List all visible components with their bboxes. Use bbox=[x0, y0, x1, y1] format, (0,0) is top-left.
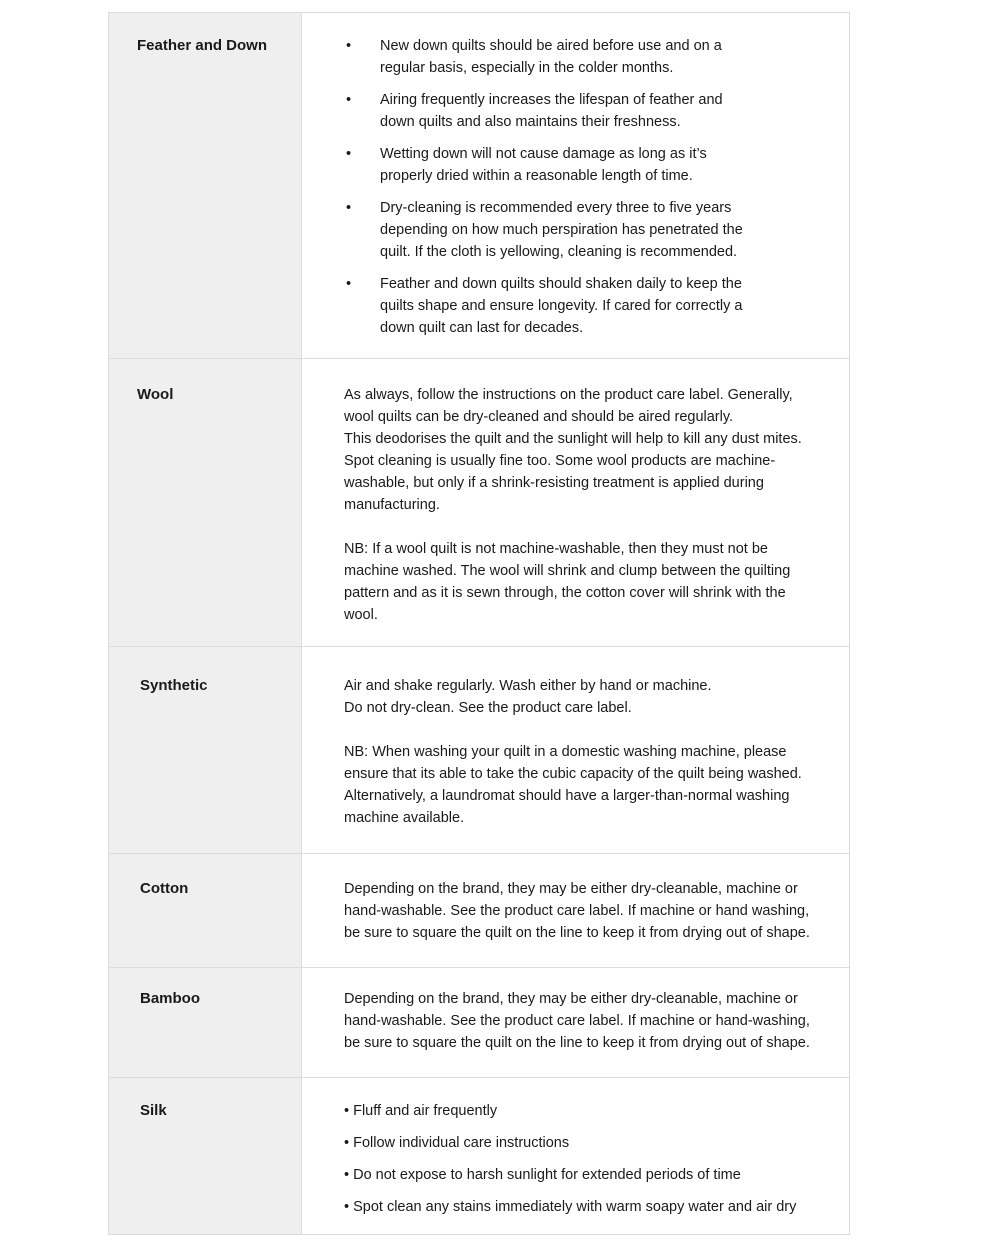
label-cell bbox=[109, 854, 302, 967]
label-cell bbox=[109, 968, 302, 1077]
label-cell bbox=[109, 13, 302, 358]
content-cell bbox=[302, 13, 849, 358]
list-item: • Follow individual care instructions bbox=[344, 1135, 570, 1151]
list-item: • Fluff and air frequently bbox=[344, 1103, 498, 1119]
label-cell bbox=[109, 647, 302, 853]
row-label-feather-and-down: Feather and Down bbox=[137, 37, 268, 54]
table-row-bamboo bbox=[109, 968, 849, 1078]
content-cell bbox=[302, 359, 849, 646]
feather-care-list bbox=[346, 35, 746, 349]
table-row-wool bbox=[109, 359, 849, 647]
row-label-bamboo: Bamboo bbox=[140, 990, 200, 1007]
wool-care-text: As always, follow the instructions on the product care label. Generally, wool quilts can be dry-cleaned and should be aired regularly. This deodorises the quilt and the sunlight will help to kill any dust mites. Spot cleaning is usually fine too. Some wool products are machine-washable, but only if a shrink-resisting treatment is applied during manufacturing. NB: If a wool quilt is not machine-washable, then they must not be machine washed. The wool will shrink and clump between the quilting pattern and as it is sewn through, the cotton cover will shrink with the wool. bbox=[344, 387, 802, 623]
bullet-icon: • bbox=[346, 146, 352, 162]
label-cell bbox=[109, 1078, 302, 1234]
table-row-synthetic bbox=[109, 647, 849, 854]
care-table bbox=[108, 12, 850, 1235]
table-row-cotton bbox=[109, 854, 849, 968]
list-item: • Dry-cleaning is recommended every three to five years depending on how much perspiration has penetrated the quilt. If the cloth is yellowing, cleaning is recommended. bbox=[346, 197, 746, 263]
row-label-silk: Silk bbox=[140, 1102, 167, 1119]
table-row-silk bbox=[109, 1078, 849, 1234]
content-cell bbox=[302, 1078, 849, 1234]
list-item: • Spot clean any stains immediately with warm soapy water and air dry bbox=[344, 1199, 797, 1215]
table-row-feather-and-down bbox=[109, 13, 849, 359]
label-cell bbox=[109, 359, 302, 646]
row-label-wool: Wool bbox=[137, 386, 174, 403]
bullet-icon: • bbox=[346, 92, 352, 108]
bullet-icon: • bbox=[346, 200, 352, 216]
row-label-cotton: Cotton bbox=[140, 880, 189, 897]
row-label-synthetic: Synthetic bbox=[140, 677, 208, 694]
synthetic-care-text: Air and shake regularly. Wash either by hand or machine. Do not dry-clean. See the product care label. NB: When washing your quilt in a domestic washing machine, please ensure that its able to take the cubic capacity of the quilt being washed. Alternatively, a laundromat should have a larger-than-normal washing machine available. bbox=[344, 678, 802, 826]
list-item: • Feather and down quilts should shaken daily to keep the quilts shape and ensure longevity. If cared for correctly a down quilt can last for decades. bbox=[346, 273, 746, 339]
content-cell bbox=[302, 647, 849, 853]
cotton-care-text: Depending on the brand, they may be either dry-cleanable, machine or hand-washable. See the product care label. If machine or hand washing, be sure to square the quilt on the line to keep it from drying out of shape. bbox=[344, 881, 810, 941]
list-item: • Do not expose to harsh sunlight for extended periods of time bbox=[344, 1167, 741, 1183]
content-cell bbox=[302, 968, 849, 1077]
list-item: • New down quilts should be aired before use and on a regular basis, especially in the colder months. bbox=[346, 35, 746, 79]
bullet-icon: • bbox=[346, 38, 352, 54]
bullet-icon: • bbox=[346, 276, 352, 292]
list-item: • Wetting down will not cause damage as long as it’s properly dried within a reasonable length of time. bbox=[346, 143, 746, 187]
bamboo-care-text: Depending on the brand, they may be either dry-cleanable, machine or hand-washable. See the product care label. If machine or hand-washing, be sure to square the quilt on the line to keep it from drying out of shape. bbox=[344, 991, 810, 1051]
list-item: • Airing frequently increases the lifespan of feather and down quilts and also maintains their freshness. bbox=[346, 89, 746, 133]
silk-care-list bbox=[344, 1100, 814, 1228]
content-cell bbox=[302, 854, 849, 967]
